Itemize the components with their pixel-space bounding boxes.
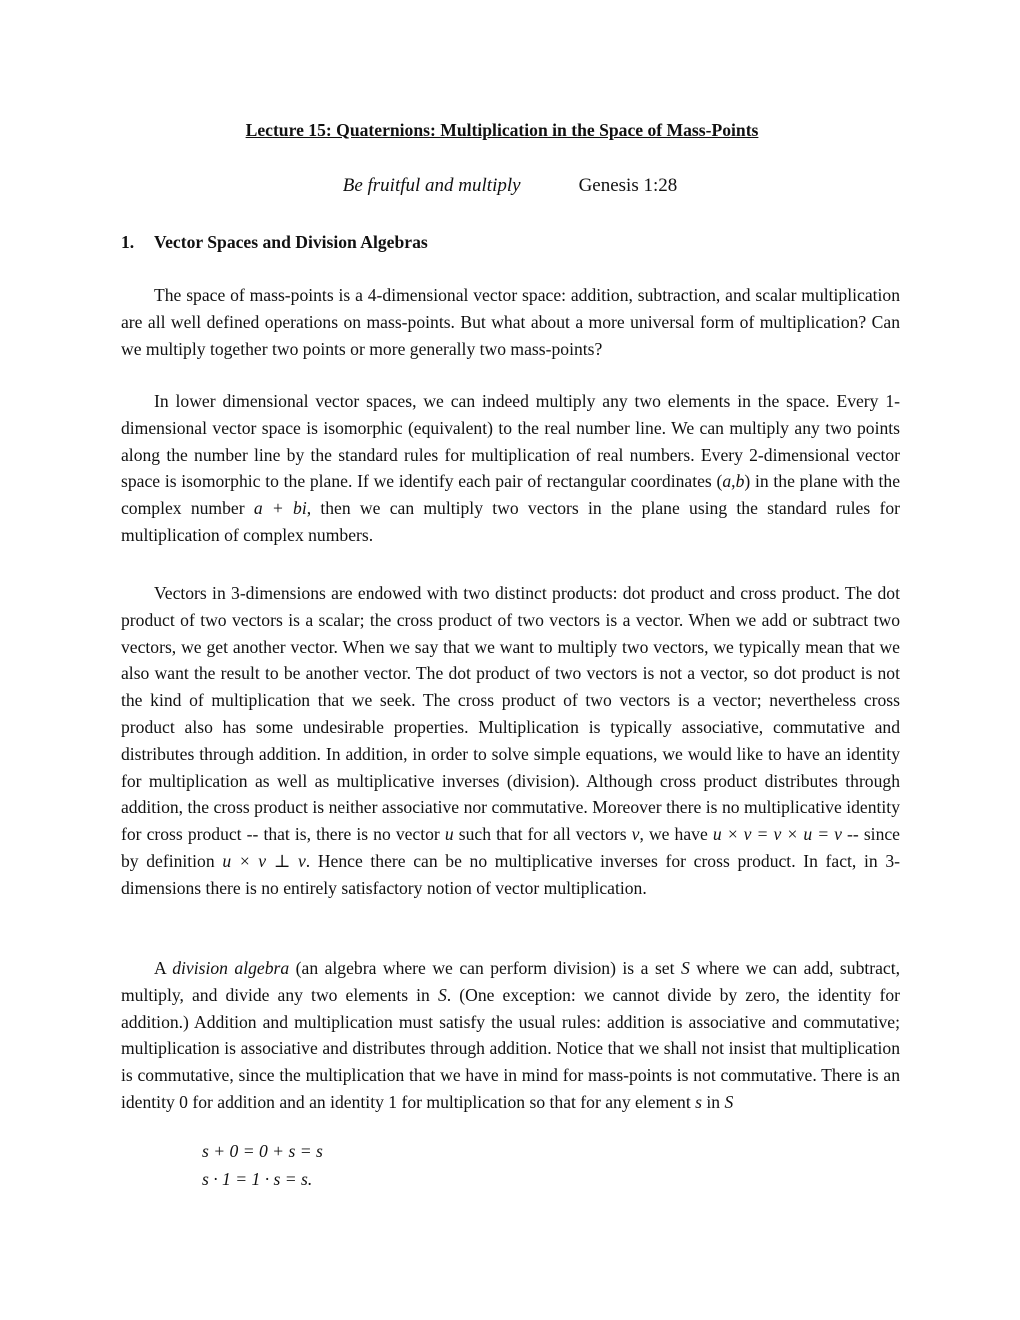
epigraph-source: Genesis 1:28 [578,175,678,196]
section-number: 1. [121,232,135,252]
text-run: in [701,1091,725,1112]
text-run: , [731,471,736,492]
equation-additive-identity: s + 0 = 0 + s = s [202,1141,323,1161]
paragraph [121,282,900,362]
text-run: In lower dimensional vector spaces, we can indeed multiply any two elements in the space. Every 1-dimensional vector space is isomorphic (equivalent) to the real number line. We can multiply any two points along the number line by the standard rules for multiplication of real numbers. Every 2-dimensional vector space is isomorphic to the plane. If we identify each pair of rectangular coordinates ( [121,391,900,492]
text-run: Vectors in 3-dimensions are endowed with two distinct products: dot product and cross product. The dot product of two vectors is a scalar; the cross product of two vectors is a vector. When we add or subtract two vectors, we get another vector. When we say that we want to multiply two vectors, we typically mean that we also want the result to be another vector. The dot product of two vectors is not a vector, so dot product is not the kind of multiplication that we seek. The cross product of two vectors is a vector; nevertheless cross product also has some undesirable properties. Multiplication is typically associative, commutative and distributes through addition. In addition, in order to solve simple equations, we would like to have an identity for multiplication as well as multiplicative inverses (division). Although cross product distributes through addition, the cross product is neither associative nor commutative. Moreover there is no multiplicative identity for cross product -- that is, there is no vector [121,583,900,845]
text-run: ) in the plane with the complex number [121,471,900,519]
italic-term: a + bi [253,498,307,519]
italic-term: u × v ⊥ v [222,850,306,871]
italic-term: u [444,824,454,845]
italic-term: S [680,958,690,978]
text-run: such that for all vectors [453,824,632,845]
italic-term: b [735,471,745,492]
paragraph [121,388,900,549]
text-run: where we can add, subtract, multiply, and divide any two elements in [121,958,901,1005]
italic-term: division algebra [172,958,290,978]
epigraph-quote: Be fruitful and multiply [342,175,521,196]
equation-multiplicative-identity: s · 1 = 1 · s = s. [202,1169,313,1189]
lecture-title: Lecture 15: Quaternions: Multiplication in the Space of Mass-Points [245,120,759,140]
paragraph [121,580,900,902]
section-title: Vector Spaces and Division Algebras [154,232,428,252]
italic-term: v [631,824,640,845]
text-run: The space of mass-points is a 4-dimensional vector space: addition, subtraction, and scalar multiplication are all well defined operations on mass-points. But what about a more universal form of multiplication? Can we multiply together two points or more generally two mass-points? [121,285,900,359]
italic-term: s [695,1091,702,1112]
text-run: , we have [639,824,713,845]
text-run: . Hence there can be no multiplicative inverses for cross product. In fact, in 3-dimensions there is no entirely satisfactory notion of vector multiplication. [121,850,900,898]
italic-term: a [722,471,732,492]
epigraph [0,173,1020,200]
italic-term: u × v = v × u = v [712,824,842,845]
text-run: -- since by definition [121,824,900,871]
italic-term: S [724,1091,734,1112]
section-heading [121,229,900,256]
text-run: , then we can multiply two vectors in the plane using the standard rules for multiplication of complex numbers. [121,498,900,545]
text-run: (an algebra where we can perform division) is a set [289,958,681,978]
text-run: A [154,958,173,978]
italic-term: S [437,984,447,1005]
text-run: . (One exception: we cannot divide by zero, the identity for addition.) Addition and multiplication must satisfy the usual rules: addition is associative and commutative; multiplication is associative and distributes through addition. Notice that we shall not insist that multiplication is commutative, since the multiplication that we have in mind for mass-points is not commutative. There is an identity 0 for addition and an identity 1 for multiplication so that for any element [121,984,901,1112]
paragraph [121,955,900,1116]
